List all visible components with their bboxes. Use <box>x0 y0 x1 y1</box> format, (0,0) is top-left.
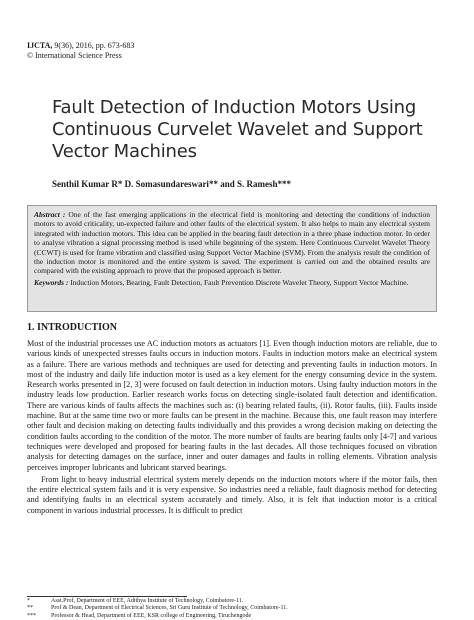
footnote-text: Prof & Dean, Department of Electrical Sciences, Sri Guru Institute of Technology, Coimbatore-11. <box>51 605 288 612</box>
footnote-3 <box>27 613 288 620</box>
footnote-text: Professor & Head, Department of EEE, KSR college of Engineering, Tiruchengode <box>51 612 252 619</box>
footnote-mark: *** <box>27 612 36 619</box>
abstract-box <box>27 205 437 312</box>
publisher: © International Science Press <box>27 51 122 60</box>
body-text <box>27 339 437 516</box>
paragraph-1: Most of the industrial processes use AC induction motors as actuators [1]. Even though induction motors are reliable, due to various kinds of unexpected stresses faults occurs in induction motors. Faults in induction motors make an electrical system as a failure. There are various methods and techniques are used for detecting and preventing faults in induction motors. In most of the industry and daily life induction motor is used as a key element for the energy consuming device in the system. Research works presented in [2, 3] were focused on fault detection in induction motors. Using faulty induction motors in the industry leads low production. Earlier research works focus on detecting single-isolated fault detection and identification. There are various kinds of faults affects the machines such as: (i) bearing related faults, (ii). Rotor faults, (iii). Faults inside machine. But at the same time two or more faults can be present in the machine. Because this, one fault reason may interfere other fault and decision making on detecting faults individually and this provides a wrong decision making on detecting the condition faults according to the condition of the motor. The more number of faults are bearing faults only [4-7] and various techniques were developed and proposed for bearing faults in the last decades. All those techniques focused on vibration analysis for detecting damages on the surface, inner and outer damages and faults in rolling elements. Vibration analysis perceives improper lubricants and lubricant starved bearings. <box>27 339 437 472</box>
footnote-mark: * <box>27 598 30 604</box>
abstract-paragraph <box>34 210 430 276</box>
keywords-text: Induction Motors, Bearing, Fault Detection, Fault Prevention Discrete Wavelet Theory, Support Vector Machine. <box>70 277 409 287</box>
paper-title: Fault Detection of Induction Motors Using Continuous Curvelet Wavelet and Support Vector Machines <box>52 97 423 162</box>
footnote-mark: ** <box>27 605 33 612</box>
footnotes <box>27 598 288 620</box>
keywords-paragraph <box>34 278 430 287</box>
journal-info: 9(36), 2016, pp. 673-683 <box>54 41 135 50</box>
paragraph-2: From light to heavy industrial electrical system merely depends on the induction motors where if the motor fails, then the entire electrical system fails and it is very expensive. So industries need a reliable, fault diagnosis method for detecting and identifying faults in an electrical system accurately and timely. Also, it is felt that induction motor is a critical component in various industrial processes. It is difficult to predict <box>27 474 437 515</box>
authors: Senthil Kumar R* D. Somasundareswari** and S. Ramesh*** <box>52 179 291 189</box>
footnote-rule <box>27 596 187 597</box>
journal-name: IJCTA, <box>27 41 53 50</box>
footnote-text: Asst.Prof, Department of EEE, Adithya Institute of Technology, Coimbatore-11. <box>51 598 244 604</box>
footnote-2 <box>27 605 288 612</box>
abstract-label: Abstract : <box>34 210 66 219</box>
section-heading: 1. INTRODUCTION <box>27 322 118 333</box>
journal-header <box>27 41 134 61</box>
keywords-label: Keywords : <box>34 277 69 287</box>
abstract-text: One of the fast emerging applications in the electrical field is monitoring and detecting the conditions of induction motors to avoid criticality, un-expected failure and other faults of the electrical system. It also helps to main any electrical system integrated with induction motors. This idea can be applied in the bearing fault detection in a three phase induction motor. In order to analyse vibration a signal processing method is used while beginning of the system. Here Continuous Curvelet Wavelet Theory (CCWT) is used for frame vibration and classified using Support Vector Machine (SVM). From the analysis result the condition of the induction motor is monitored and the entire system is saved. The experiment is carried out and the obtained results are compared with the existing approach to prove that the proposed approach is better. <box>34 210 430 276</box>
